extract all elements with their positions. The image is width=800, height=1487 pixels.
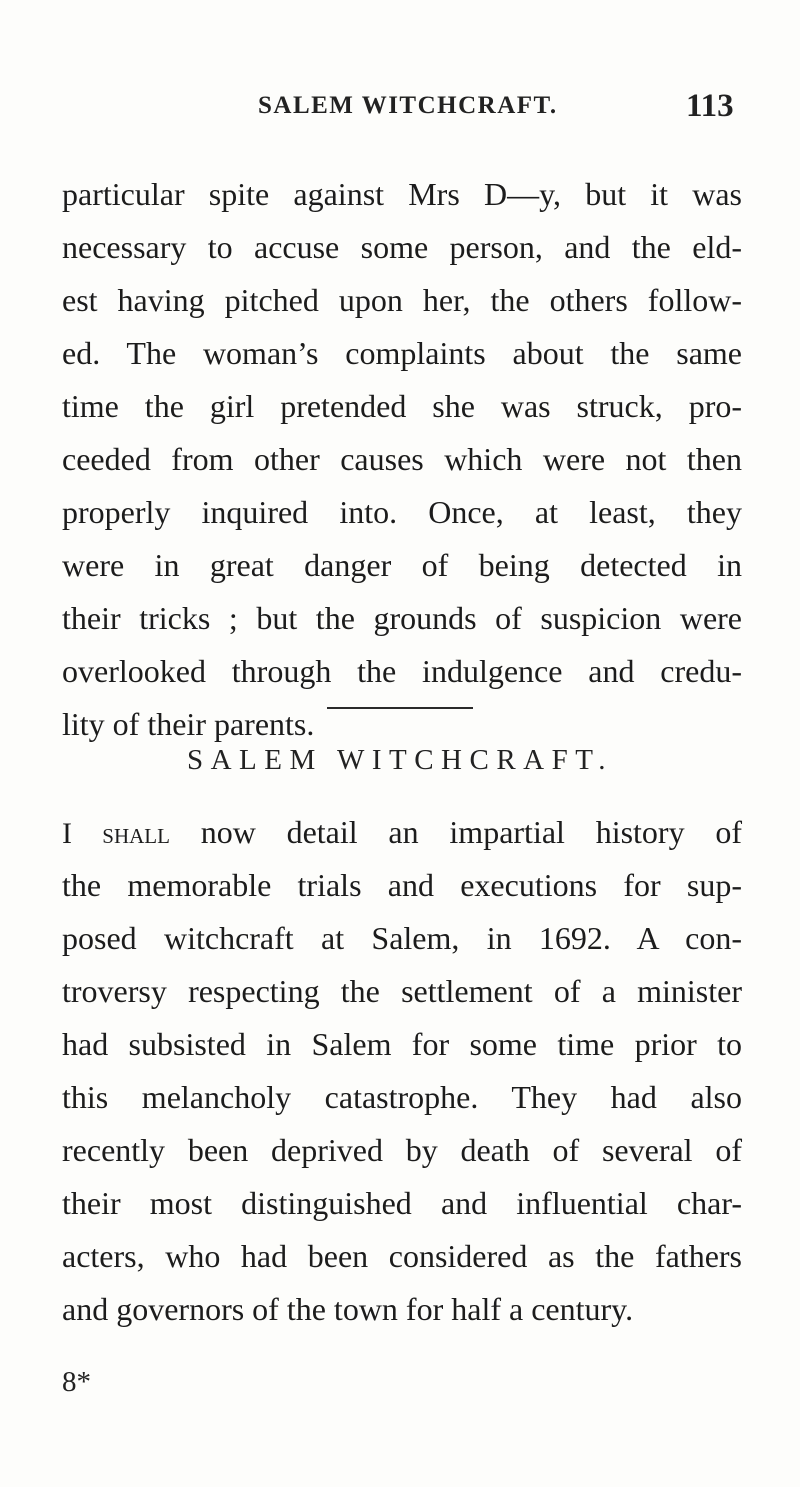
paragraph-1 bbox=[62, 168, 742, 751]
text-line: overlooked through the indulgence and credu- bbox=[62, 653, 742, 689]
text-line: ed. The woman’s complaints about the same bbox=[62, 335, 742, 371]
text-line: the memorable trials and executions for sup- bbox=[62, 867, 742, 903]
text-line: were in great danger of being detected in bbox=[62, 547, 742, 583]
text-line-first bbox=[62, 806, 742, 859]
text-line: recently been deprived by death of several of bbox=[62, 1132, 742, 1168]
running-title: SALEM WITCHCRAFT. bbox=[258, 92, 558, 119]
running-head bbox=[0, 88, 800, 128]
text-line: particular spite against Mrs D—y, but it was bbox=[62, 176, 742, 212]
section-divider bbox=[327, 707, 473, 709]
text-line: ceeded from other causes which were not then bbox=[62, 441, 742, 477]
text-line: lity of their parents. bbox=[62, 706, 315, 742]
page-number: 113 bbox=[686, 88, 734, 124]
paragraph-2 bbox=[62, 806, 742, 1336]
text-line: troversy respecting the settlement of a minister bbox=[62, 973, 742, 1009]
text-line: time the girl pretended she was struck, pro- bbox=[62, 388, 742, 424]
text-line: est having pitched upon her, the others follow- bbox=[62, 282, 742, 318]
text-line: had subsisted in Salem for some time prior to bbox=[62, 1026, 742, 1062]
first-line-rest: now detail an impartial history of bbox=[169, 814, 743, 850]
opening-small-caps: I shall bbox=[62, 817, 170, 850]
text-line: posed witchcraft at Salem, in 1692. A con- bbox=[62, 920, 742, 956]
text-line: and governors of the town for half a century. bbox=[62, 1291, 634, 1327]
text-line: acters, who had been considered as the fathers bbox=[62, 1238, 742, 1274]
signature-mark: 8* bbox=[62, 1366, 91, 1398]
text-line: properly inquired into. Once, at least, they bbox=[62, 494, 742, 530]
text-line: their tricks ; but the grounds of suspicion were bbox=[62, 600, 742, 636]
section-title: SALEM WITCHCRAFT. bbox=[186, 744, 614, 776]
text-line: their most distinguished and influential char- bbox=[62, 1185, 742, 1221]
text-line: this melancholy catastrophe. They had also bbox=[62, 1079, 742, 1115]
text-line: necessary to accuse some person, and the eld- bbox=[62, 229, 742, 265]
